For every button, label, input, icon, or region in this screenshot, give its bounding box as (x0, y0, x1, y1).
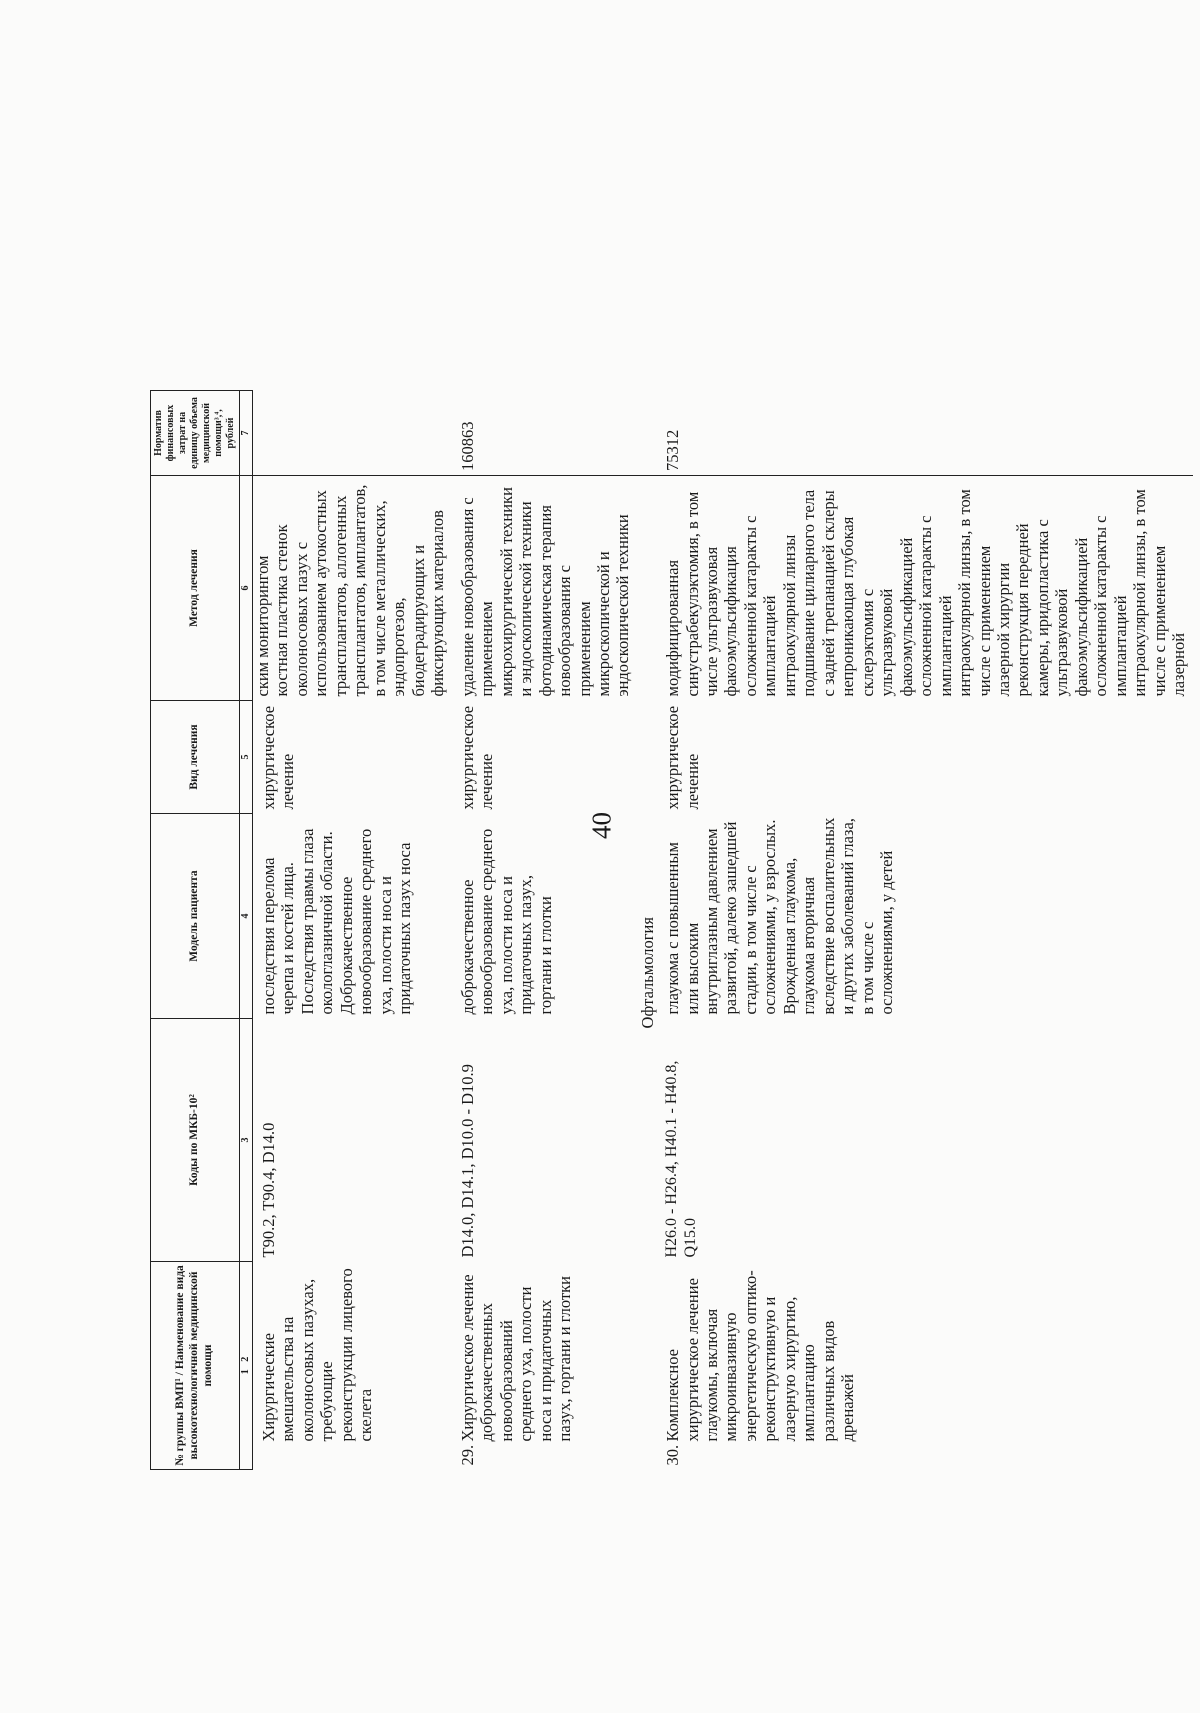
vmp-name: Хирургическое лечение доброкачественных новообразований среднего уха, полости носа и придаточных пазух, гортани и глотки (457, 1274, 575, 1442)
patient-model: последствия перелома черепа и костей лица. Последствия травмы глаза окологлазничной области. Доброкачественное новообразование среднего уха, полости носа и придаточных пазух носа (259, 828, 415, 1015)
column-number: 6 (240, 476, 253, 701)
section-cost-empty (637, 391, 657, 476)
method-item: костная пластика стенок околоносовых пазух с использованием аутокостных трансплантатов, аллогенных трансплантатов, имплантатов, в том числе металлических, эндопротезов, биодеградирующих и фиксирующих материалов (272, 484, 448, 697)
header-treatment-type: Вид лечения (151, 701, 240, 814)
treatment-methods (253, 476, 452, 701)
vmp-name: Хирургические вмешательства на околоносовых пазухах, требующие реконструкции лицевого скелета (259, 1268, 376, 1442)
treatment-type: хирургическое лечение (259, 705, 298, 810)
method-item: модифицированная синустрабекулэктомия, в том числе ультразвуковая факоэмульсификация осложненной катаракты с имплантацией интраокулярной линзы (663, 491, 799, 697)
method-item: непроникающая глубокая склерэктомия с ультразвуковой факоэмульсификацией осложненной катаракты с имплантацией интраокулярной линзы, в том числе с применением лазерной хирургии (838, 489, 1014, 697)
row-filler (657, 130, 1193, 391)
cost-value: 160863 (452, 391, 637, 476)
column-number: 3 (240, 1019, 253, 1262)
group-and-name-cell (452, 1262, 637, 1470)
cost-value (253, 391, 452, 476)
icd-codes: T90.2, T90.4, D14.0 (259, 1122, 278, 1258)
header-row (151, 130, 240, 1470)
header-group-no: № группы ВМП¹ / Наименование вида высокотехнологичной медицинской помощи (151, 1262, 240, 1470)
group-and-name-cell (657, 1262, 1193, 1470)
treatment-type: хирургическое лечение (457, 705, 497, 810)
method-item: фотодинамическая терапия новообразования с применением микроскопической и эндоскопической техники (535, 505, 633, 697)
group-number: 29. (457, 1444, 477, 1466)
group-and-name-cell (253, 1262, 452, 1470)
page-number: 40 (586, 812, 617, 839)
vmp-name: Комплексное хирургическое лечение глаукомы, включая микроинвазивную энергетическую оптико-реконструктивную и лазерную хирургию, имплантацию различных видов дренажей (663, 1270, 858, 1442)
header-icd-codes: Коды по МКБ-10² (151, 1019, 240, 1262)
cost-value: 75312 (657, 391, 1193, 476)
method-item: реконструкция передней камеры, иридопластика с ультразвуковой факоэмульсификацией осложненной катаракты с имплантацией интраокулярной линзы, в том числе с применением лазерной (1013, 489, 1189, 697)
treatment-type: хирургическое лечение (663, 705, 702, 810)
icd-codes: H26.0 - H26.4, H40.1 - H40.8, Q15.0 (663, 1060, 699, 1258)
treatment-methods (452, 476, 637, 701)
table-row (452, 130, 637, 1470)
column-number: 7 (240, 391, 253, 476)
section-title: Офтальмология (637, 917, 657, 1029)
column-number: 4 (240, 814, 253, 1019)
header-patient-model: Модель пациента (151, 814, 240, 1019)
vmp-table (150, 129, 1193, 1470)
patient-model: глаукома с повышенным или высоким внутриглазным давлением развитой, далеко зашедшей стадии, в том числе с осложнениями, у взрослых. Врожденная глаукома, глаукома вторичная вследствие воспалительных и других заболеваний глаза, в том числе с осложнениями, у детей (663, 817, 897, 1015)
column-number-row (240, 130, 253, 1470)
header-treatment-method: Метод лечения (151, 476, 240, 701)
column-number-filler (240, 130, 253, 391)
treatment-methods (657, 476, 1193, 701)
row-filler (253, 130, 452, 391)
patient-model: доброкачественное новообразование среднего уха, полости носа и придаточных пазух, гортани и глотки (457, 828, 555, 1015)
method-item: удаление новообразования с применением микрохирургической техники и эндоскопической техники (457, 487, 536, 697)
table-row (657, 130, 1193, 1470)
row-filler (637, 130, 657, 391)
method-item: ским мониторингом (253, 555, 272, 697)
header-cost-standard: Норматив финансовых затрат на единицу объема медицинской помощи³,⁴, рублей (151, 391, 240, 476)
method-item: подшивание цилиарного тела с задней трепанацией склеры (799, 489, 838, 697)
table-row (253, 130, 452, 1470)
row-filler (452, 130, 637, 391)
rotated-table-sheet (150, 130, 1189, 1470)
header-filler (151, 130, 240, 391)
column-number: 5 (240, 701, 253, 814)
icd-codes: D14.0, D14.1, D10.0 - D10.9 (457, 1064, 477, 1258)
column-number: 1 2 (240, 1262, 253, 1470)
section-row (637, 130, 657, 1470)
group-number: 30. (663, 1444, 683, 1466)
